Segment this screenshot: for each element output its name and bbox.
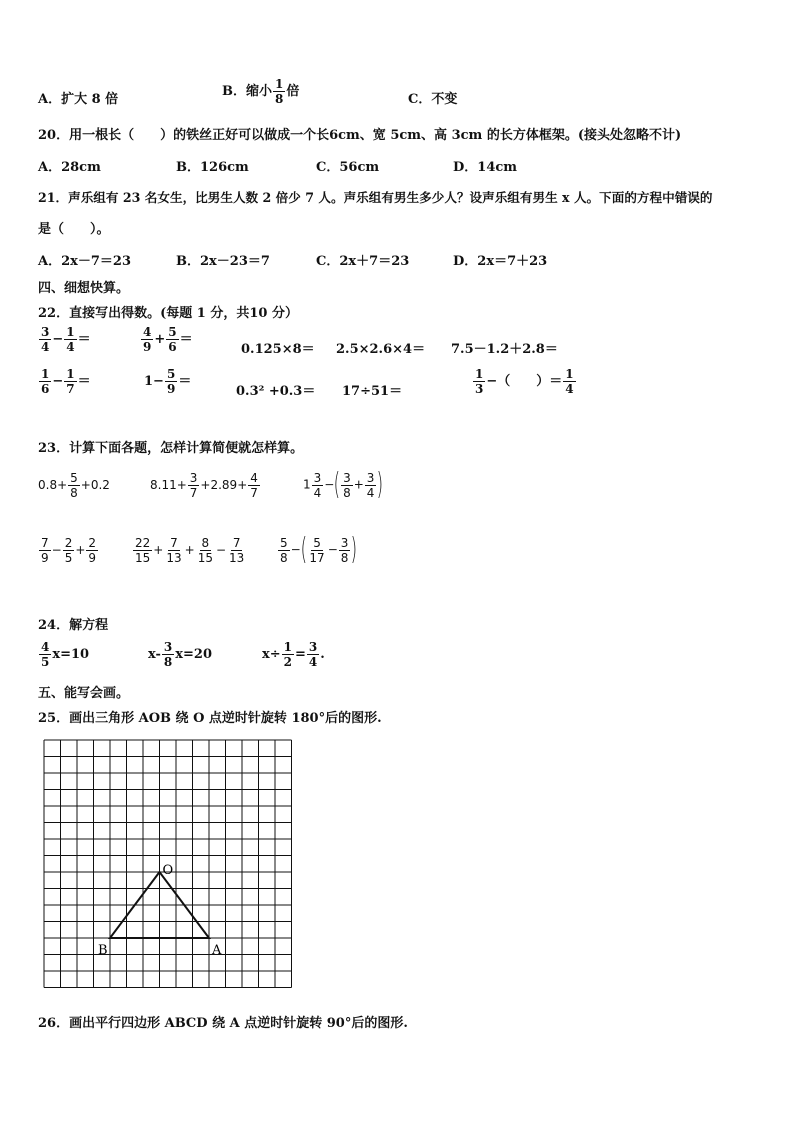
q22-r1-e: 7.5－1.2＋2.8＝ [451, 342, 558, 357]
q19-option-b: B．缩小 $\frac{1}{8}$ 倍 [222, 77, 300, 106]
q22-r2-e: $\frac{1}{3}$ −（ ）＝ $\frac{1}{4}$ [475, 367, 574, 396]
q26-stem: 26．画出平行四边形 ABCD 绕 A 点逆时针旋转 90°后的图形. [38, 1016, 408, 1031]
q20-option-a: A．28cm [38, 160, 101, 175]
q23-expr-4: $\frac{7}{9}$ − $\frac{2}{5}$ + $\frac{2}{9}$ [41, 536, 97, 565]
q21-option-b: B．2x－23＝7 [176, 254, 270, 269]
section-4-heading: 四、细想快算。 [38, 281, 130, 296]
q25-grid-figure [38, 734, 300, 994]
q21-option-a: A．2x－7＝23 [38, 254, 132, 269]
q19-option-a: A．扩大 8 倍 [38, 92, 119, 107]
fraction: $\frac{1}{8}$ [275, 77, 284, 106]
q24-eq-2: x- $\frac{3}{8}$ x=20 [148, 640, 213, 669]
point-label-o: O [162, 863, 174, 878]
q20-option-d: D．14cm [453, 160, 518, 175]
q25-stem: 25．画出三角形 AOB 绕 O 点逆时针旋转 180°后的图形. [38, 711, 382, 726]
q22-r2-a: $\frac{1}{6}$ − $\frac{1}{7}$ ＝ [41, 367, 91, 396]
q19-option-c: C．不变 [408, 92, 458, 107]
q21-option-d: D．2x＝7＋23 [453, 254, 548, 269]
q21-stem-line2: 是（ ）。 [38, 222, 110, 237]
q23-expr-6: $\frac{5}{8}$ −( $\frac{5}{17}$ − $\frac{3}{8}$ ) [280, 532, 358, 567]
q23-expr-3: 1 $\frac{3}{4}$ −( $\frac{3}{8}$ + $\frac{3}{4}$ ) [303, 467, 384, 502]
point-label-b: B [98, 943, 108, 958]
q23-stem: 23．计算下面各题，怎样计算简便就怎样算。 [38, 441, 304, 456]
q21-option-c: C．2x＋7＝23 [316, 254, 410, 269]
q20-stem: 20．用一根长（ ）的铁丝正好可以做成一个长6cm、宽 5cm、高 3cm 的长方体框架。(接头处忽略不计) [38, 128, 682, 143]
point-label-a: A [212, 943, 222, 958]
q22-r1-c: 0.125×8＝ [241, 342, 315, 357]
q22-r1-b: $\frac{4}{9}$ + $\frac{5}{6}$ ＝ [143, 325, 193, 354]
q22-r1-a: $\frac{3}{4}$ − $\frac{1}{4}$ ＝ [41, 325, 91, 354]
q23-expr-1: 0.8+ $\frac{5}{8}$ +0.2 [38, 471, 110, 500]
section-5-heading: 五、能写会画。 [38, 686, 130, 701]
q21-stem-line1: 21．声乐组有 23 名女生，比男生人数 2 倍少 7 人。声乐组有男生多少人？设声乐组有男生 x 人。下面的方程中错误的 [38, 190, 713, 205]
q22-r2-d: 17÷51＝ [342, 384, 403, 399]
q22-r2-c: 0.3² +0.3＝ [236, 384, 316, 399]
q22-r2-b: 1− $\frac{5}{9}$ ＝ [144, 367, 192, 396]
q20-option-b: B．126cm [176, 160, 249, 175]
q23-expr-5: $\frac{22}{15}$ + $\frac{7}{13}$ + $\frac{8}{15}$ − $\frac{7}{13}$ [135, 536, 245, 565]
q22-r1-d: 2.5×2.6×4＝ [336, 342, 426, 357]
q22-stem: 22．直接写出得数。(每题 1 分，共10 分） [38, 306, 298, 321]
q23-expr-2: 8.11+ $\frac{3}{7}$ +2.89+ $\frac{4}{7}$ [150, 471, 258, 500]
q24-eq-1: $\frac{4}{5}$ x=10 [41, 640, 90, 669]
q24-eq-3: x÷ $\frac{1}{2}$ = $\frac{3}{4}$ . [262, 640, 325, 669]
q20-option-c: C．56cm [316, 160, 380, 175]
q24-stem: 24．解方程 [38, 618, 109, 633]
